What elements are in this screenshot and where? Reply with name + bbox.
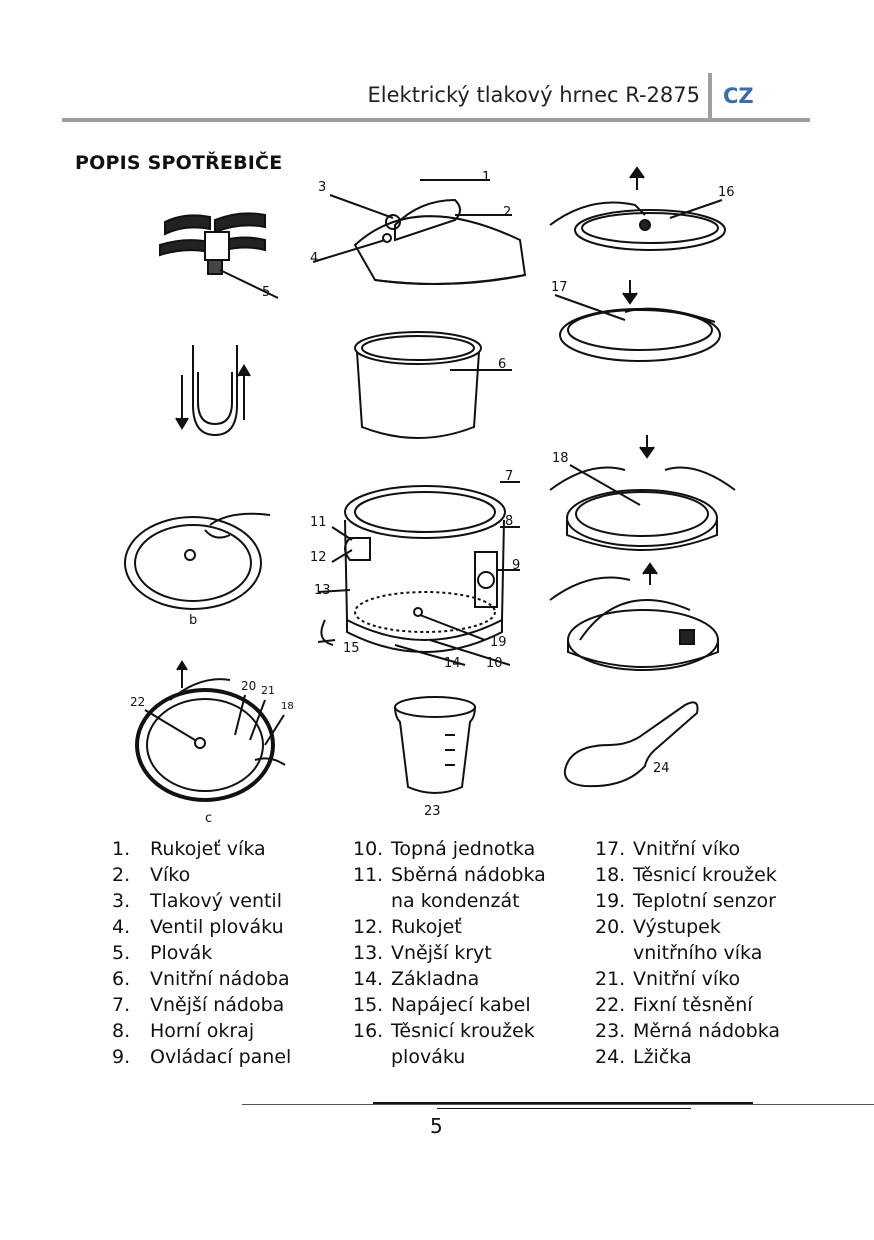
label-9: 9 [512,558,521,573]
label-5: 5 [262,285,271,300]
inner-pot-drawing [355,332,512,438]
footer-rule [242,1104,874,1105]
float-seal-removal-drawing [550,168,725,250]
label-18b: 18 [281,701,294,712]
label-c: c [205,811,213,826]
list-item: 5. Plovák [112,942,213,964]
label-1: 1 [482,170,491,185]
lid-drawing [313,180,525,284]
parts-column-3 [595,836,810,1070]
list-item: 7. Vnější nádoba [112,994,285,1016]
list-item: 14. Základna [353,968,480,990]
list-item: 1. Rukojeť víka [112,838,266,860]
list-item: 17. Vnitřní víko [595,838,741,860]
label-4: 4 [310,251,319,266]
list-item: 13. Vnější kryt [353,942,492,964]
list-item: 20. Výstupek vnitřního víka [595,916,763,964]
label-b: b [189,613,198,628]
label-2: 2 [503,205,512,220]
label-15: 15 [343,641,360,656]
header-title: Elektrický tlakový hrnec R-2875 [367,83,700,107]
list-item: 19. Teplotní senzor [595,890,776,912]
list-item: 11. Sběrná nádobka na kondenzát [353,864,546,912]
inner-lid-c-drawing [137,662,285,800]
list-item: 12. Rukojeť [353,916,462,938]
page-number: 5 [430,1114,443,1138]
list-item: 10. Topná jednotka [353,838,536,860]
label-14: 14 [444,656,461,671]
label-8: 8 [505,514,514,529]
list-item: 24. Lžička [595,1046,692,1068]
footer-rule-thick [373,1102,753,1104]
list-item: 3. Tlakový ventil [112,890,282,912]
parts-column-2 [353,836,568,1070]
list-item: 22. Fixní těsnění [595,994,753,1016]
list-item: 21. Vnitřní víko [595,968,741,990]
list-item: 2. Víko [112,864,191,886]
list-item: 8. Horní okraj [112,1020,255,1042]
label-19: 19 [490,635,507,650]
label-13: 13 [314,583,331,598]
list-item: 4. Ventil plováku [112,916,284,938]
label-18: 18 [552,451,569,466]
label-7: 7 [505,469,514,484]
list-item: 15. Napájecí kabel [353,994,531,1016]
label-11: 11 [310,515,327,530]
label-16: 16 [718,185,735,200]
label-20: 20 [241,679,257,693]
sealing-ring-drawing [550,435,735,550]
list-item: 9. Ovládací panel [112,1046,292,1068]
float-detail-drawing [160,213,278,298]
list-item: 16. Těsnicí kroužek plováku [353,1020,535,1068]
list-item: 23. Měrná nádobka [595,1020,781,1042]
label-24: 24 [653,761,670,776]
label-12: 12 [310,550,327,565]
language-code: CZ [723,84,754,108]
inner-lid-17-drawing [555,280,720,361]
label-22: 22 [130,695,146,709]
spoon-drawing [565,702,698,786]
section-title: POPIS SPOTŘEBIČE [75,152,283,174]
parts-column-1 [112,836,342,1070]
label-6: 6 [498,357,507,372]
label-10: 10 [486,656,503,671]
list-item: 6. Vnitřní nádoba [112,968,290,990]
label-3: 3 [318,180,327,195]
measuring-cup-drawing [395,697,475,793]
label-21: 21 [261,684,275,697]
footer-rule-short [437,1108,691,1109]
valve-seal-drawing [176,345,250,435]
inner-lid-b-drawing [125,514,270,609]
list-item: 18. Těsnicí kroužek [595,864,777,886]
label-23: 23 [424,804,441,819]
lid-lift-drawing [550,564,718,670]
label-17: 17 [551,280,568,295]
